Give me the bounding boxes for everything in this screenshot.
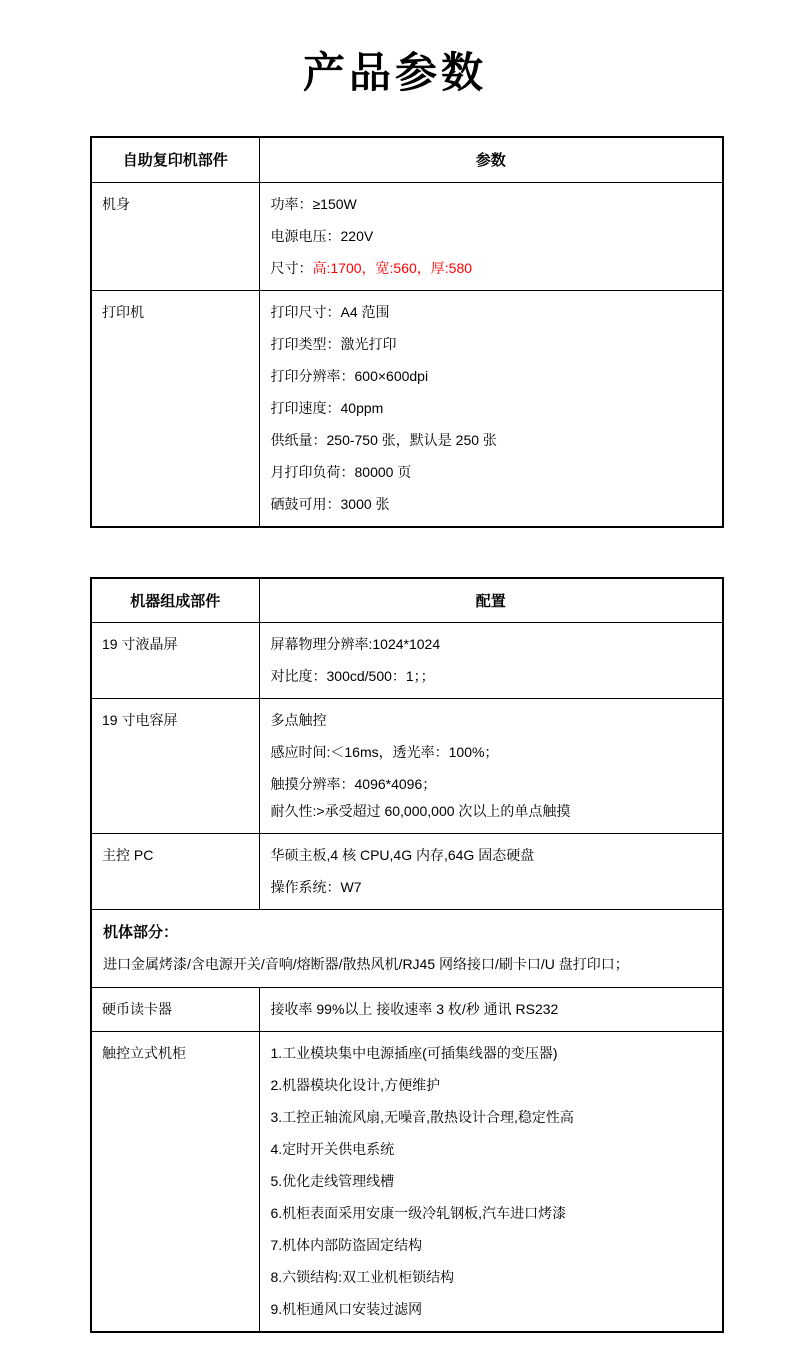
row-label-lcd: 19 寸液晶屏 [91, 623, 259, 699]
spec-line-print-speed: 打印速度：40ppm [270, 399, 384, 416]
row-label-printer: 打印机 [91, 290, 259, 527]
spec-line-power: 功率：≥150W [270, 195, 357, 212]
spec-line-cabinet-1: 1.工业模块集中电源插座(可插集线器的变压器) [270, 1045, 558, 1061]
spec-line-durability: 耐久性:>承受超过 60,000,000 次以上的单点触摸 [270, 803, 571, 819]
components-table-header-row [91, 578, 723, 623]
copier-table-header-row [91, 137, 723, 182]
spec-line-cabinet-2: 2.机器模块化设计,方便维护 [270, 1077, 441, 1093]
dimension-prefix: 尺寸： [270, 259, 313, 276]
row-values-lcd [259, 623, 723, 699]
row-label-touch: 19 寸电容屏 [91, 699, 259, 834]
spec-line-cabinet-4: 4.定时开关供电系统 [270, 1141, 395, 1157]
spec-line-touch-resolution: 触摸分辨率：4096*4096； [270, 776, 437, 792]
copier-parts-table [90, 136, 724, 528]
row-label-pc: 主控 PC [91, 834, 259, 910]
table-row-coin-reader [91, 988, 723, 1032]
spec-line-cabinet-9: 9.机柜通风口安装过滤网 [270, 1301, 423, 1317]
spec-line-screen-resolution: 屏幕物理分辨率:1024*1024 [270, 636, 441, 652]
body-section-cell [91, 910, 723, 988]
spec-line-cabinet-3: 3.工控正轴流风扇,无噪音,散热设计合理,稳定性高 [270, 1109, 574, 1125]
row-values-touch [259, 699, 723, 834]
dimension-values: 高:1700，宽:560，厚:580 [312, 259, 473, 276]
row-label-coin-reader: 硬币读卡器 [91, 988, 259, 1032]
table-row-main-pc [91, 834, 723, 910]
header-cell-config: 配置 [259, 578, 723, 623]
spec-line-cabinet-8: 8.六锁结构:双工业机柜锁结构 [270, 1269, 455, 1285]
row-values-printer [259, 290, 723, 527]
table-row-lcd-screen [91, 623, 723, 699]
row-values-coin-reader [259, 988, 723, 1032]
table-row-body-section [91, 910, 723, 988]
spec-line-print-size: 打印尺寸：A4 范围 [270, 303, 390, 320]
row-values-body [259, 182, 723, 290]
spec-line-os: 操作系统：W7 [270, 879, 362, 895]
spec-line-paper-supply: 供纸量：250-750 张，默认是 250 张 [270, 431, 497, 448]
spec-line-pc-hardware: 华硕主板,4 核 CPU,4G 内存,64G 固态硬盘 [270, 847, 535, 863]
table-row-body [91, 182, 723, 290]
spec-line-contrast: 对比度：300cd/500：1；； [270, 668, 435, 684]
spec-line-toner: 硒鼓可用：3000 张 [270, 495, 390, 512]
row-label-body: 机身 [91, 182, 259, 290]
page-title: 产品参数 [302, 49, 487, 96]
header-cell-component: 机器组成部件 [91, 578, 259, 623]
spec-line-multitouch: 多点触控 [270, 712, 327, 728]
row-label-cabinet: 触控立式机柜 [91, 1032, 259, 1333]
spec-line-monthly-load: 月打印负荷：80000 页 [270, 463, 412, 480]
spec-line-print-type: 打印类型：激光打印 [270, 335, 397, 352]
spec-line-dimensions [271, 252, 713, 284]
machine-components-table [90, 577, 724, 1334]
spec-line-response-time: 感应时间:＜16ms，透光率：100%； [270, 744, 499, 760]
table-row-touch-screen [91, 699, 723, 834]
header-cell-part: 自助复印机部件 [91, 137, 259, 182]
table-row-printer [91, 290, 723, 527]
row-values-cabinet [259, 1032, 723, 1333]
spec-line-coin-reader: 接收率 99%以上 接收速率 3 枚/秒 通讯 RS232 [270, 1001, 559, 1017]
body-section-title: 机体部分： [103, 924, 179, 941]
spec-line-cabinet-5: 5.优化走线管理线槽 [270, 1173, 395, 1189]
body-section-text: 进口金属烤漆/含电源开关/音响/熔断器/散热风机/RJ45 网络接口/刷卡口/U 盘打印口； [103, 956, 629, 972]
spec-line-voltage: 电源电压：220V [270, 227, 374, 244]
spec-line-print-resolution: 打印分辨率：600×600dpi [270, 367, 429, 384]
table-row-cabinet [91, 1032, 723, 1333]
header-cell-parameter: 参数 [259, 137, 723, 182]
spec-line-cabinet-6: 6.机柜表面采用安康一级冷轧钢板,汽车进口烤漆 [270, 1205, 567, 1221]
row-values-pc [259, 834, 723, 910]
spec-line-cabinet-7: 7.机体内部防盗固定结构 [270, 1237, 423, 1253]
